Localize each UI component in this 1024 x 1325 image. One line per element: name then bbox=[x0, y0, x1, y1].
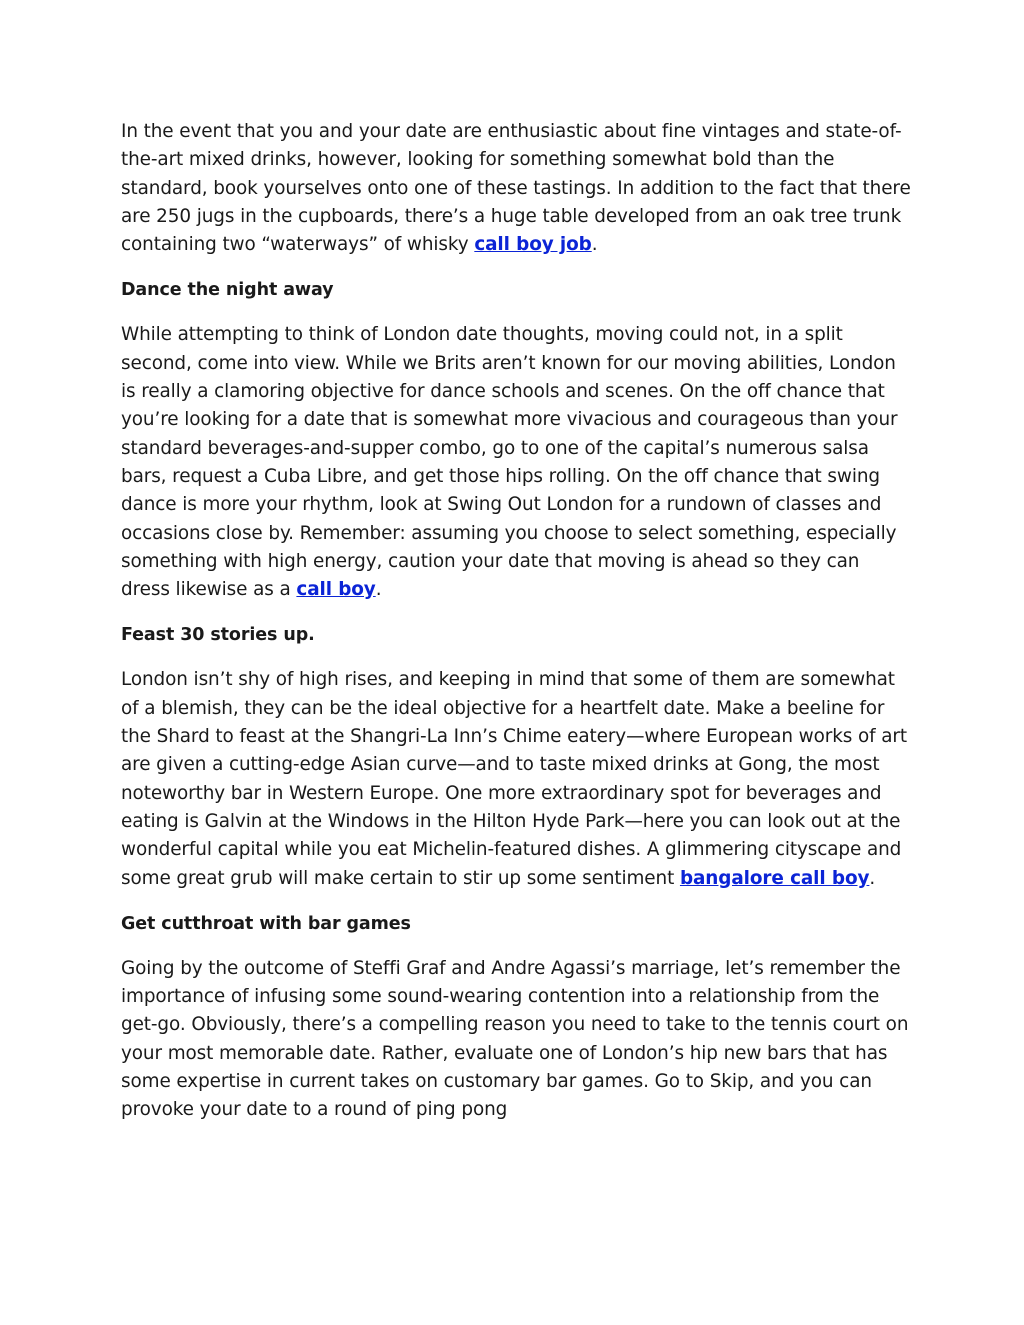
paragraph-end: . bbox=[591, 234, 598, 256]
paragraph-text: While attempting to think of London date thoughts, moving could not, in a split second, come into view. While we Brits aren’t known for our moving abilities, London is really a clamoring objective for dance schools and scenes. On the off chance that you’re looking for a date that is somewhat more vivacious and courageous than your standard beverages-and-supper combo, go to one of the capital’s numerous salsa bars, request a Cuba Libre, and get those hips rolling. On the off chance that swing dance is more your rhythm, look at Swing Out London for a rundown of classes and occasions close by. Remember: assuming you choose to select something, especially something with high energy, caution your date that moving is ahead so they can dress likewise as a bbox=[121, 324, 898, 601]
paragraph-text: Going by the outcome of Steffi Graf and Andre Agassi’s marriage, let’s remember the importance of infusing some sound-wearing contention into a relationship from the get-go. Obviously, there’s a compelling reason you need to take to the tennis court on your most memorable date. Rather, evaluate one of London’s hip new bars that has some expertise in current takes on customary bar games. Go to Skip, and you can provoke your date to a round of ping pong bbox=[121, 957, 909, 1121]
paragraph-text: London isn’t shy of high rises, and keeping in mind that some of them are somewhat of a blemish, they can be the ideal objective for a heartfelt date. Make a beeline for the Shard to feast at the Shangri-La Inn’s Chime eatery—where European works of art are given a cutting-edge Asian curve—and to taste mixed drinks at Gong, the most noteworthy bar in Western Europe. One more extraordinary spot for beverages and eating is Galvin at the Windows in the Hilton Hyde Park—here you can look out at the wonderful capital while you eat Michelin-featured dishes. A glimmering cityscape and some great grub will make certain to stir up some sentiment bbox=[121, 669, 907, 889]
paragraph-end: . bbox=[869, 867, 876, 889]
paragraph-feast bbox=[121, 666, 911, 892]
paragraph-end: . bbox=[375, 579, 382, 601]
heading-feast-30-stories-up: Feast 30 stories up. bbox=[121, 625, 315, 646]
document-page bbox=[121, 118, 911, 1142]
paragraph-text: In the event that you and your date are enthusiastic about fine vintages and state-of-the-art mixed drinks, however, looking for something somewhat bold than the standard, book yourselves onto one of these tastings. In addition to the fact that there are 250 jugs in the cupboards, there’s a huge table developed from an oak tree trunk containing two “waterways” of whisky bbox=[121, 121, 911, 256]
paragraph-bar-games bbox=[121, 955, 911, 1125]
heading-get-cutthroat-with-bar-games: Get cutthroat with bar games bbox=[121, 913, 411, 934]
paragraph-tastings bbox=[121, 118, 911, 259]
heading-dance-the-night-away: Dance the night away bbox=[121, 280, 334, 301]
call-boy-link[interactable]: call boy bbox=[296, 579, 376, 601]
bangalore-call-boy-link[interactable]: bangalore call boy bbox=[679, 867, 870, 889]
paragraph-dance bbox=[121, 321, 911, 604]
call-boy-job-link[interactable]: call boy job bbox=[474, 234, 592, 256]
